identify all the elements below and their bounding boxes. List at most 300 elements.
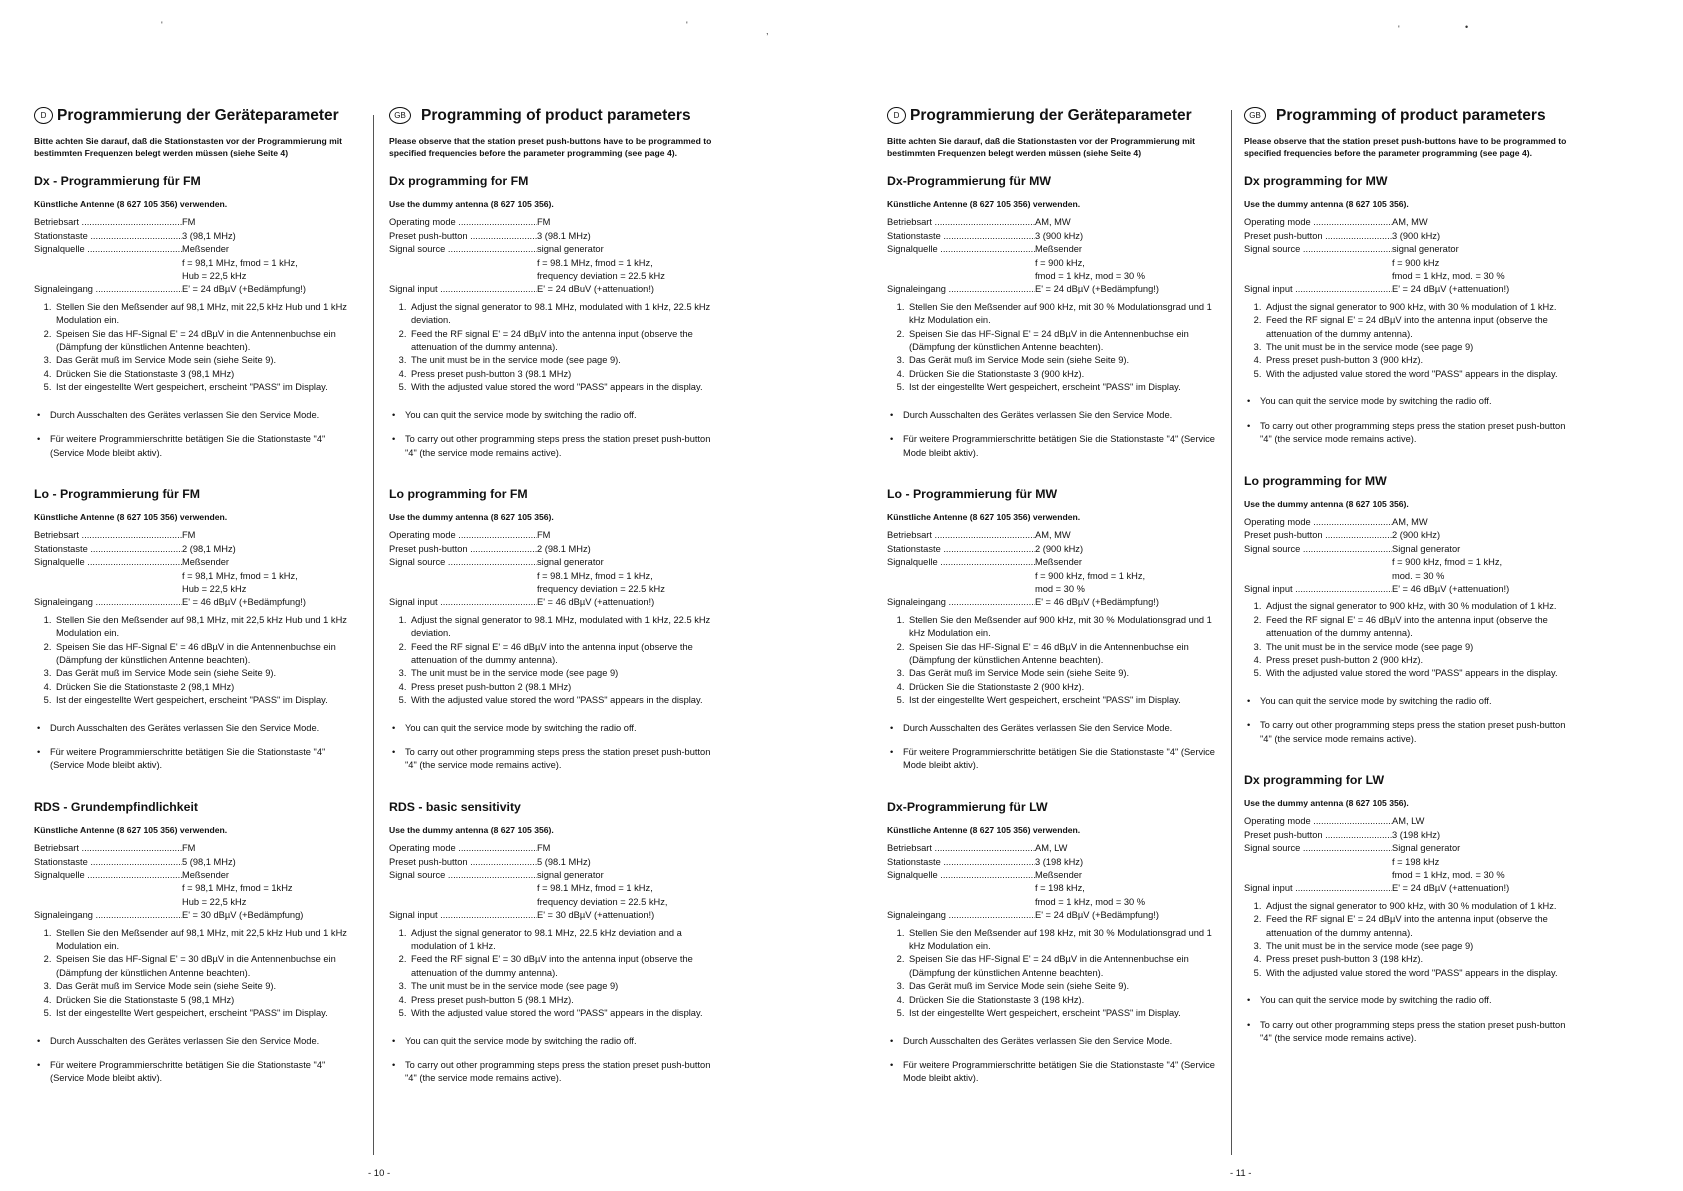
column-header (1244, 106, 1569, 125)
parameter-value: FM (182, 843, 196, 854)
parameter-label: Signal input ..... (389, 283, 537, 296)
parameter-label: Signal input ..... (389, 596, 537, 609)
language-flag-icon: D (887, 107, 906, 124)
step-item: 4. Drücken Sie die Stationstaste 3 (900 kHz). (907, 368, 1217, 381)
parameter-value: E' = 24 dBµV (+attenuation!) (1392, 883, 1510, 894)
parameter-value: E' = 46 dBµV (+Bedämpfung!) (182, 597, 306, 608)
parameter-list (34, 842, 354, 922)
note-item: • You can quit the service mode by switching the radio off. (405, 1035, 714, 1048)
antenna-note: Künstliche Antenne (8 627 105 356) verwenden. (887, 511, 1081, 522)
parameter-label: Signaleingang ..... (887, 909, 1035, 922)
parameter-row (1244, 283, 1569, 296)
parameter-label: Betriebsart ..... (887, 529, 1035, 542)
parameter-value: Signal generator f = 900 kHz, fmod = 1 kHz, mod. = 30 % (1392, 543, 1503, 581)
parameter-row (34, 556, 354, 596)
step-item: 3. The unit must be in the service mode (see page 9) (409, 667, 714, 680)
step-item: 1. Adjust the signal generator to 98.1 MHz, modulated with 1 kHz, 22.5 kHz deviation. (409, 301, 714, 328)
note-item: • Für weitere Programmierschritte betätigen Sie die Stationstaste "4" (Service Mode bleibt aktiv). (903, 1059, 1217, 1086)
step-item: 5. With the adjusted value stored the word "PASS" appears in the display. (1264, 667, 1569, 680)
parameter-value: 2 (900 kHz) (1392, 530, 1441, 541)
step-item: 4. Press preset push-button 3 (900 kHz). (1264, 354, 1569, 367)
parameter-list (887, 529, 1217, 609)
steps-list (389, 614, 714, 708)
parameter-label: Preset push-button ..... (389, 230, 537, 243)
parameter-label: Signaleingang ..... (34, 596, 182, 609)
step-item: 4. Press preset push-button 3 (198 kHz). (1264, 953, 1569, 966)
parameter-row (389, 842, 714, 855)
parameter-label: Signalquelle ..... (34, 243, 182, 283)
parameter-label: Preset push-button ..... (1244, 230, 1392, 243)
parameter-list (1244, 216, 1569, 296)
parameter-row (887, 230, 1217, 243)
parameter-label: Operating mode ..... (389, 529, 537, 542)
step-item: 2. Feed the RF signal E' = 46 dBµV into the antenna input (observe the attenuation of the dummy antenna). (1264, 614, 1569, 641)
step-item: 2. Feed the RF signal E' = 30 dBµV into the antenna input (observe the attenuation of the dummy antenna). (409, 953, 714, 980)
antenna-note: Künstliche Antenne (8 627 105 356) verwenden. (887, 824, 1081, 835)
step-item: 1. Stellen Sie den Meßsender auf 900 kHz, mit 30 % Modulationsgrad und 1 kHz Modulation ein. (907, 614, 1217, 641)
parameter-row (389, 283, 714, 296)
parameter-row (389, 529, 714, 542)
scan-mark: • (1465, 22, 1469, 32)
parameter-row (887, 596, 1217, 609)
parameter-list (1244, 516, 1569, 596)
column-title: Programming of product parameters (421, 107, 691, 124)
step-item: 2. Speisen Sie das HF-Signal E' = 46 dBµV in die Antennenbuchse ein (Dämpfung der künstlichen Antenne beachten). (907, 641, 1217, 668)
parameter-value: signal generator f = 98.1 MHz, fmod = 1 kHz, frequency deviation = 22.5 kHz (537, 244, 665, 282)
parameter-value: 2 (900 kHz) (1035, 543, 1084, 554)
scan-mark: ' (161, 20, 163, 30)
note-item: • To carry out other programming steps press the station preset push-button "4" (the service mode remains active). (1260, 420, 1569, 447)
step-item: 1. Stellen Sie den Meßsender auf 98,1 MHz, mit 22,5 kHz Hub und 1 kHz Modulation ein. (54, 927, 354, 954)
parameter-value: 5 (98,1 MHz) (182, 856, 236, 867)
step-item: 4. Press preset push-button 5 (98.1 MHz). (409, 994, 714, 1007)
parameter-value: FM (182, 217, 196, 228)
notes-list (389, 1035, 714, 1086)
column-header (34, 106, 354, 125)
parameter-value: 2 (98,1 MHz) (182, 543, 236, 554)
steps-list (1244, 600, 1569, 680)
parameter-row (887, 856, 1217, 869)
parameter-row (887, 529, 1217, 542)
notes-list (389, 409, 714, 460)
parameter-row (1244, 216, 1569, 229)
step-item: 2. Feed the RF signal E' = 24 dBµV into the antenna input (observe the attenuation of the dummy antenna). (409, 328, 714, 355)
parameter-label: Betriebsart ..... (34, 842, 182, 855)
column-german-page-10 (34, 106, 354, 1112)
parameter-value: 3 (198 kHz) (1035, 856, 1084, 867)
parameter-row (34, 243, 354, 283)
parameter-value: E' = 24 dBµV (+Bedämpfung!) (182, 284, 306, 295)
parameter-label: Signal source ..... (389, 556, 537, 596)
parameter-label: Signaleingang ..... (887, 283, 1035, 296)
parameter-row (389, 243, 714, 283)
step-item: 3. Das Gerät muß im Service Mode sein (siehe Seite 9). (907, 354, 1217, 367)
column-title: Programming of product parameters (1276, 107, 1546, 124)
parameter-value: AM, MW (1035, 217, 1071, 228)
parameter-label: Signaleingang ..... (34, 909, 182, 922)
parameter-value: E' = 46 dBµV (+Bedämpfung!) (1035, 597, 1159, 608)
parameter-value: Meßsender f = 900 kHz, fmod = 1 kHz, mod = 30 % (1035, 557, 1146, 594)
step-item: 3. Das Gerät muß im Service Mode sein (siehe Seite 9). (54, 980, 354, 993)
parameter-label: Operating mode ..... (1244, 516, 1392, 529)
step-item: 1. Stellen Sie den Meßsender auf 98,1 MHz, mit 22,5 kHz Hub und 1 kHz Modulation ein. (54, 301, 354, 328)
procedure-section (887, 799, 1217, 1086)
parameter-value: Meßsender f = 198 kHz, fmod = 1 kHz, mod = 30 % (1035, 870, 1146, 907)
step-item: 3. The unit must be in the service mode (see page 9) (1264, 940, 1569, 953)
parameter-value: Meßsender f = 98,1 MHz, fmod = 1 kHz, Hub = 22,5 kHz (182, 557, 298, 594)
note-item: • Durch Ausschalten des Gerätes verlassen Sie den Service Mode. (50, 409, 354, 422)
parameter-row (389, 543, 714, 556)
parameter-row (389, 216, 714, 229)
procedure-section (389, 173, 714, 460)
steps-list (389, 301, 714, 395)
step-item: 5. Ist der eingestellte Wert gespeichert, erscheint "PASS" im Display. (907, 1007, 1217, 1020)
parameter-label: Operating mode ..... (1244, 815, 1392, 828)
parameter-label: Signalquelle ..... (887, 243, 1035, 283)
parameter-value: E' = 30 dBµV (+Bedämpfung) (182, 910, 304, 921)
note-item: • To carry out other programming steps press the station preset push-button "4" (the service mode remains active). (405, 746, 714, 773)
parameter-label: Signalquelle ..... (34, 556, 182, 596)
note-item: • You can quit the service mode by switching the radio off. (1260, 994, 1569, 1007)
step-item: 3. Das Gerät muß im Service Mode sein (siehe Seite 9). (54, 354, 354, 367)
note-item: • Durch Ausschalten des Gerätes verlassen Sie den Service Mode. (903, 409, 1217, 422)
parameter-value: 3 (900 kHz) (1392, 230, 1441, 241)
section-title: Lo programming for FM (389, 486, 528, 501)
parameter-value: 3 (98,1 MHz) (182, 230, 236, 241)
parameter-row (34, 283, 354, 296)
parameter-row (1244, 842, 1569, 882)
step-item: 5. Ist der eingestellte Wert gespeichert, erscheint "PASS" im Display. (907, 694, 1217, 707)
intro-note: Bitte achten Sie darauf, daß die Stationstasten vor der Programmierung mit bestimmten Frequenzen belegt werden müssen (siehe Seite 4) (887, 136, 1196, 158)
parameter-value: E' = 24 dBµV (+attenuation!) (1392, 284, 1510, 295)
parameter-row (34, 230, 354, 243)
step-item: 5. With the adjusted value stored the word "PASS" appears in the display. (409, 381, 714, 394)
procedure-section (389, 486, 714, 773)
parameter-value: signal generator f = 98.1 MHz, fmod = 1 kHz, frequency deviation = 22.5 kHz, (537, 870, 668, 907)
intro-note: Bitte achten Sie darauf, daß die Stationstasten vor der Programmierung mit bestimmten Frequenzen belegt werden müssen (siehe Seite 4) (34, 136, 343, 158)
parameter-row (34, 216, 354, 229)
step-item: 5. With the adjusted value stored the word "PASS" appears in the display. (1264, 368, 1569, 381)
parameter-label: Signal source ..... (389, 869, 537, 909)
step-item: 5. With the adjusted value stored the word "PASS" appears in the display. (1264, 967, 1569, 980)
parameter-value: signal generator f = 900 kHz fmod = 1 kHz, mod. = 30 % (1392, 244, 1505, 282)
step-item: 3. Das Gerät muß im Service Mode sein (siehe Seite 9). (54, 667, 354, 680)
language-flag-icon: D (34, 107, 53, 124)
column-divider (1231, 110, 1232, 1155)
step-item: 5. With the adjusted value stored the word "PASS" appears in the display. (409, 1007, 714, 1020)
step-item: 3. Das Gerät muß im Service Mode sein (siehe Seite 9). (907, 667, 1217, 680)
parameter-label: Signal input ..... (389, 909, 537, 922)
parameter-label: Signal input ..... (1244, 583, 1392, 596)
notes-list (1244, 695, 1569, 746)
antenna-note: Use the dummy antenna (8 627 105 356). (1244, 498, 1409, 509)
parameter-row (34, 596, 354, 609)
parameter-label: Stationstaste ..... (887, 543, 1035, 556)
procedure-section (1244, 473, 1569, 747)
step-item: 5. Ist der eingestellte Wert gespeichert, erscheint "PASS" im Display. (54, 694, 354, 707)
parameter-value: Meßsender f = 900 kHz, fmod = 1 kHz, mod = 30 % (1035, 244, 1146, 282)
note-item: • Für weitere Programmierschritte betätigen Sie die Stationstaste "4" (Service Mode bleibt aktiv). (50, 1059, 354, 1086)
procedure-section (1244, 772, 1569, 1046)
step-item: 4. Drücken Sie die Stationstaste 5 (98,1 MHz) (54, 994, 354, 1007)
parameter-label: Preset push-button ..... (1244, 829, 1392, 842)
step-item: 3. The unit must be in the service mode (see page 9) (1264, 641, 1569, 654)
parameter-row (34, 543, 354, 556)
procedure-section (34, 799, 354, 1086)
step-item: 3. The unit must be in the service mode (see page 9) (1264, 341, 1569, 354)
column-english-page-11 (1244, 106, 1569, 1072)
parameter-value: AM, LW (1392, 816, 1425, 827)
step-item: 2. Speisen Sie das HF-Signal E' = 24 dBµV in die Antennenbuchse ein (Dämpfung der künstlichen Antenne beachten). (54, 328, 354, 355)
antenna-note: Use the dummy antenna (8 627 105 356). (389, 824, 554, 835)
parameter-label: Betriebsart ..... (887, 216, 1035, 229)
parameter-row (887, 243, 1217, 283)
page-number-right: - 11 - (1230, 1168, 1252, 1179)
column-header (887, 106, 1217, 125)
step-item: 1. Adjust the signal generator to 900 kHz, with 30 % modulation of 1 kHz. (1264, 900, 1569, 913)
procedure-section (34, 173, 354, 460)
note-item: • To carry out other programming steps press the station preset push-button "4" (the service mode remains active). (405, 1059, 714, 1086)
parameter-list (1244, 815, 1569, 895)
step-item: 2. Feed the RF signal E' = 46 dBµV into the antenna input (observe the attenuation of the dummy antenna). (409, 641, 714, 668)
parameter-label: Signaleingang ..... (34, 283, 182, 296)
procedure-section (887, 486, 1217, 773)
steps-list (887, 927, 1217, 1021)
step-item: 2. Feed the RF signal E' = 24 dBµV into the antenna input (observe the attenuation of the dummy antenna). (1264, 314, 1569, 341)
parameter-row (389, 856, 714, 869)
antenna-note: Künstliche Antenne (8 627 105 356) verwenden. (34, 824, 228, 835)
procedure-section (1244, 173, 1569, 447)
parameter-row (389, 230, 714, 243)
notes-list (1244, 994, 1569, 1045)
step-item: 4. Drücken Sie die Stationstaste 3 (98,1 MHz) (54, 368, 354, 381)
parameter-row (389, 556, 714, 596)
column-divider (373, 115, 374, 1155)
parameter-row (1244, 230, 1569, 243)
parameter-list (34, 216, 354, 296)
note-item: • Durch Ausschalten des Gerätes verlassen Sie den Service Mode. (903, 722, 1217, 735)
step-item: 2. Speisen Sie das HF-Signal E' = 24 dBµV in die Antennenbuchse ein (Dämpfung der künstlichen Antenne beachten). (907, 953, 1217, 980)
parameter-value: FM (537, 530, 551, 541)
note-item: • Durch Ausschalten des Gerätes verlassen Sie den Service Mode. (903, 1035, 1217, 1048)
parameter-row (34, 869, 354, 909)
step-item: 2. Speisen Sie das HF-Signal E' = 46 dBµV in die Antennenbuchse ein (Dämpfung der künstlichen Antenne beachten). (54, 641, 354, 668)
column-title: Programmierung der Geräteparameter (57, 107, 339, 124)
column-header (389, 106, 714, 125)
parameter-row (887, 543, 1217, 556)
step-item: 5. Ist der eingestellte Wert gespeichert, erscheint "PASS" im Display. (54, 381, 354, 394)
parameter-value: signal generator f = 98.1 MHz, fmod = 1 kHz, frequency deviation = 22.5 kHz (537, 557, 665, 594)
parameter-label: Signaleingang ..... (887, 596, 1035, 609)
section-title: Lo - Programmierung für FM (34, 486, 201, 501)
parameter-label: Preset push-button ..... (389, 856, 537, 869)
parameter-list (887, 216, 1217, 296)
parameter-row (887, 283, 1217, 296)
antenna-note: Use the dummy antenna (8 627 105 356). (389, 199, 554, 209)
step-item: 4. Drücken Sie die Stationstaste 2 (98,1 MHz) (54, 681, 354, 694)
parameter-value: Meßsender f = 98,1 MHz, fmod = 1kHz Hub = 22,5 kHz (182, 870, 293, 907)
antenna-note: Künstliche Antenne (8 627 105 356) verwenden. (887, 199, 1081, 209)
parameter-row (34, 842, 354, 855)
parameter-value: E' = 24 dBµV (+Bedämpfung!) (1035, 284, 1159, 295)
parameter-row (389, 869, 714, 909)
parameter-row (1244, 583, 1569, 596)
note-item: • You can quit the service mode by switching the radio off. (405, 409, 714, 422)
parameter-label: Operating mode ..... (1244, 216, 1392, 229)
section-title: RDS - Grundempfindlichkeit (34, 799, 198, 814)
intro-note: Please observe that the station preset push-buttons have to be programmed to specified frequencies before the parameter programming (see page 4). (1244, 136, 1567, 158)
step-item: 1. Adjust the signal generator to 900 kHz, with 30 % modulation of 1 kHz. (1264, 301, 1569, 314)
parameter-label: Stationstaste ..... (34, 230, 182, 243)
parameter-row (1244, 543, 1569, 583)
note-item: • You can quit the service mode by switching the radio off. (1260, 395, 1569, 408)
notes-list (1244, 395, 1569, 446)
notes-list (887, 409, 1217, 460)
note-item: • Für weitere Programmierschritte betätigen Sie die Stationstaste "4" (Service Mode bleibt aktiv). (50, 746, 354, 773)
step-item: 4. Press preset push-button 3 (98.1 MHz) (409, 368, 714, 381)
step-item: 3. Das Gerät muß im Service Mode sein (siehe Seite 9). (907, 980, 1217, 993)
parameter-value: AM, MW (1035, 530, 1071, 541)
section-title: Dx-Programmierung für MW (887, 174, 1051, 188)
parameter-row (34, 856, 354, 869)
parameter-row (34, 529, 354, 542)
section-title: RDS - basic sensitivity (389, 799, 521, 814)
steps-list (887, 614, 1217, 708)
parameter-label: Stationstaste ..... (887, 230, 1035, 243)
parameter-value: E' = 30 dBµV (+attenuation!) (537, 910, 655, 921)
parameter-row (887, 869, 1217, 909)
parameter-label: Betriebsart ..... (34, 216, 182, 229)
parameter-value: 2 (98.1 MHz) (537, 543, 591, 554)
procedure-section (34, 486, 354, 773)
section-title: Dx programming for FM (389, 174, 529, 188)
parameter-row (887, 842, 1217, 855)
parameter-list (389, 216, 714, 296)
parameter-value: FM (537, 217, 551, 228)
note-item: • To carry out other programming steps press the station preset push-button "4" (the service mode remains active). (405, 433, 714, 460)
parameter-label: Signal input ..... (1244, 283, 1392, 296)
parameter-label: Operating mode ..... (389, 216, 537, 229)
note-item: • Für weitere Programmierschritte betätigen Sie die Stationstaste "4" (Service Mode bleibt aktiv). (903, 433, 1217, 460)
notes-list (389, 722, 714, 773)
section-title: Dx-Programmierung für LW (887, 799, 1048, 814)
parameter-value: AM, LW (1035, 843, 1068, 854)
parameter-row (887, 556, 1217, 596)
procedure-section (887, 173, 1217, 460)
parameter-label: Betriebsart ..... (34, 529, 182, 542)
antenna-note: Use the dummy antenna (8 627 105 356). (1244, 798, 1409, 808)
parameter-value: FM (182, 530, 196, 541)
parameter-label: Signalquelle ..... (34, 869, 182, 909)
parameter-value: Meßsender f = 98,1 MHz, fmod = 1 kHz, Hub = 22,5 kHz (182, 244, 298, 282)
column-english-page-10 (389, 106, 714, 1112)
parameter-label: Betriebsart ..... (887, 842, 1035, 855)
steps-list (389, 927, 714, 1021)
note-item: • To carry out other programming steps press the station preset push-button "4" (the service mode remains active). (1260, 719, 1569, 746)
steps-list (887, 301, 1217, 395)
antenna-note: Künstliche Antenne (8 627 105 356) verwenden. (34, 511, 228, 522)
step-item: 4. Press preset push-button 2 (900 kHz). (1264, 654, 1569, 667)
section-title: Dx programming for MW (1244, 174, 1388, 188)
section-title: Dx - Programmierung für FM (34, 174, 201, 188)
parameter-label: Signal source ..... (389, 243, 537, 283)
steps-list (1244, 900, 1569, 980)
section-title: Dx programming for LW (1244, 773, 1385, 787)
parameter-label: Signalquelle ..... (887, 556, 1035, 596)
parameter-value: AM, MW (1392, 516, 1428, 527)
antenna-note: Künstliche Antenne (8 627 105 356) verwenden. (34, 199, 228, 209)
step-item: 2. Speisen Sie das HF-Signal E' = 30 dBµV in die Antennenbuchse ein (Dämpfung der künstlichen Antenne beachten). (54, 953, 354, 980)
step-item: 1. Stellen Sie den Meßsender auf 198 kHz, mit 30 % Modulationsgrad und 1 kHz Modulation ein. (907, 927, 1217, 954)
steps-list (34, 301, 354, 395)
parameter-row (887, 909, 1217, 922)
parameter-row (1244, 243, 1569, 283)
parameter-value: E' = 24 dBµV (+Bedämpfung!) (1035, 910, 1159, 921)
note-item: • You can quit the service mode by switching the radio off. (405, 722, 714, 735)
step-item: 3. The unit must be in the service mode (see page 9). (409, 354, 714, 367)
parameter-row (887, 216, 1217, 229)
notes-list (887, 722, 1217, 773)
column-title: Programmierung der Geräteparameter (910, 107, 1192, 124)
step-item: 5. Ist der eingestellte Wert gespeichert, erscheint "PASS" im Display. (54, 1007, 354, 1020)
note-item: • To carry out other programming steps press the station preset push-button "4" (the service mode remains active). (1260, 1019, 1569, 1046)
scan-mark: , (766, 26, 769, 36)
note-item: • Durch Ausschalten des Gerätes verlassen Sie den Service Mode. (50, 722, 354, 735)
parameter-value: 5 (98.1 MHz) (537, 856, 591, 867)
parameter-value: FM (537, 843, 551, 854)
step-item: 2. Feed the RF signal E' = 24 dBµV into the antenna input (observe the attenuation of the dummy antenna). (1264, 913, 1569, 940)
parameter-value: Signal generator f = 198 kHz fmod = 1 kHz, mod. = 30 % (1392, 843, 1505, 881)
parameter-label: Signal input ..... (1244, 882, 1392, 895)
note-item: • Für weitere Programmierschritte betätigen Sie die Stationstaste "4" (Service Mode bleibt aktiv). (50, 433, 354, 460)
step-item: 1. Adjust the signal generator to 900 kHz, with 30 % modulation of 1 kHz. (1264, 600, 1569, 613)
notes-list (34, 722, 354, 773)
steps-list (34, 614, 354, 708)
note-item: • Für weitere Programmierschritte betätigen Sie die Stationstaste "4" (Service Mode bleibt aktiv). (903, 746, 1217, 773)
parameter-value: E' = 46 dBµV (+attenuation!) (1392, 583, 1510, 594)
parameter-label: Operating mode ..... (389, 842, 537, 855)
step-item: 1. Stellen Sie den Meßsender auf 98,1 MHz, mit 22,5 kHz Hub und 1 kHz Modulation ein. (54, 614, 354, 641)
scan-mark: ' (686, 20, 688, 30)
parameter-label: Stationstaste ..... (34, 543, 182, 556)
language-flag-icon: GB (389, 107, 411, 124)
parameter-row (1244, 815, 1569, 828)
parameter-row (1244, 882, 1569, 895)
step-item: 1. Adjust the signal generator to 98.1 MHz, 22.5 kHz deviation and a modulation of 1 kHz. (409, 927, 714, 954)
step-item: 2. Speisen Sie das HF-Signal E' = 24 dBµV in die Antennenbuchse ein (Dämpfung der künstlichen Antenne beachten). (907, 328, 1217, 355)
steps-list (34, 927, 354, 1021)
parameter-label: Signalquelle ..... (887, 869, 1035, 909)
scan-mark: ' (1398, 24, 1400, 34)
note-item: • You can quit the service mode by switching the radio off. (1260, 695, 1569, 708)
parameter-row (1244, 516, 1569, 529)
parameter-row (1244, 529, 1569, 542)
parameter-list (389, 842, 714, 922)
parameter-value: 3 (198 kHz) (1392, 829, 1441, 840)
parameter-value: 3 (98.1 MHz) (537, 230, 591, 241)
parameter-label: Preset push-button ..... (389, 543, 537, 556)
antenna-note: Use the dummy antenna (8 627 105 356). (389, 511, 554, 522)
procedure-section (389, 799, 714, 1086)
parameter-label: Signal source ..... (1244, 543, 1392, 583)
language-flag-icon: GB (1244, 107, 1266, 124)
section-title: Lo programming for MW (1244, 473, 1387, 488)
parameter-list (34, 529, 354, 609)
step-item: 5. With the adjusted value stored the word "PASS" appears in the display. (409, 694, 714, 707)
parameter-row (389, 596, 714, 609)
parameter-label: Stationstaste ..... (887, 856, 1035, 869)
step-item: 3. The unit must be in the service mode (see page 9) (409, 980, 714, 993)
